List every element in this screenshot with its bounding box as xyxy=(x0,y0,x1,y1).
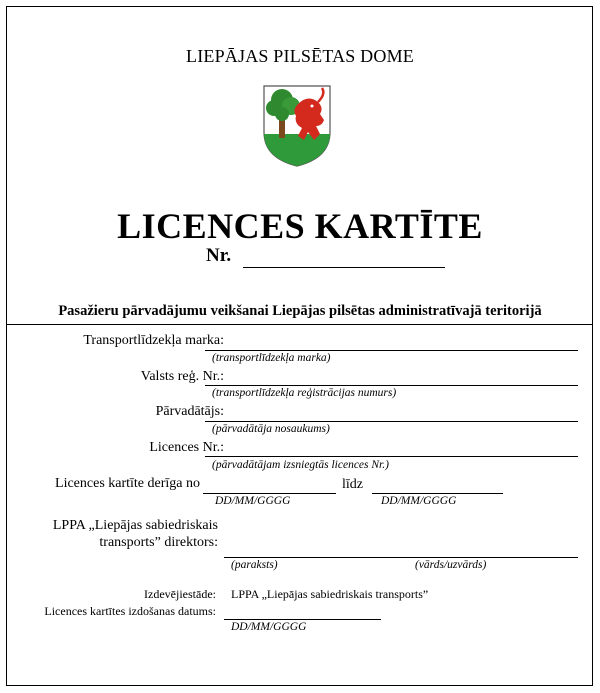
document-title: LICENCES KARTĪTE xyxy=(117,206,483,246)
number-label: Nr. xyxy=(206,245,232,266)
issue-date-hint: DD/MM/GGGG xyxy=(231,621,307,633)
name-hint: (vārds/uzvārds) xyxy=(415,559,487,571)
issuer-label: Izdevējiestāde: xyxy=(144,587,216,601)
brand-line[interactable] xyxy=(205,350,578,351)
licence-number-hint: (pārvadātājam izsniegtās licences Nr.) xyxy=(212,459,389,471)
issue-date-label: Licences kartītes izdošanas datums: xyxy=(44,604,216,618)
carrier-label: Pārvadātājs: xyxy=(155,404,224,419)
valid-to-hint: DD/MM/GGGG xyxy=(381,495,457,507)
director-label-line2: transports” direktors: xyxy=(99,535,218,550)
reg-number-hint: (transportlīdzekļa reģistrācijas numurs) xyxy=(212,387,397,399)
licence-number-label: Licences Nr.: xyxy=(149,440,224,455)
valid-to-line[interactable] xyxy=(372,493,503,494)
header-divider xyxy=(6,324,593,325)
issuer-value: LPPA „Liepājas sabiedriskais transports” xyxy=(231,587,429,601)
valid-from-hint: DD/MM/GGGG xyxy=(215,495,291,507)
number-line[interactable] xyxy=(243,267,445,268)
licence-number-line[interactable] xyxy=(205,456,578,457)
document-subtitle: Pasažieru pārvadājumu veikšanai Liepājas pilsētas administratīvajā teritorijā xyxy=(58,303,542,319)
carrier-hint: (pārvadātāja nosaukums) xyxy=(212,423,330,435)
valid-from-line[interactable] xyxy=(203,493,336,494)
carrier-line[interactable] xyxy=(205,421,578,422)
coat-of-arms xyxy=(262,84,332,168)
issue-date-line[interactable] xyxy=(224,619,381,620)
brand-label: Transportlīdzekļa marka: xyxy=(83,333,224,348)
signature-hint: (paraksts) xyxy=(231,559,278,571)
director-label-line1: LPPA „Liepājas sabiedriskais xyxy=(52,518,218,533)
director-signature-line[interactable] xyxy=(224,557,578,558)
organization-name: LIEPĀJAS PILSĒTAS DOME xyxy=(186,46,414,66)
validity-label: Licences kartīte derīga no xyxy=(55,476,200,491)
valid-until-label: līdz xyxy=(342,477,363,492)
reg-number-line[interactable] xyxy=(205,385,578,386)
brand-hint: (transportlīdzekļa marka) xyxy=(212,352,331,364)
reg-number-label: Valsts reģ. Nr.: xyxy=(140,369,224,384)
